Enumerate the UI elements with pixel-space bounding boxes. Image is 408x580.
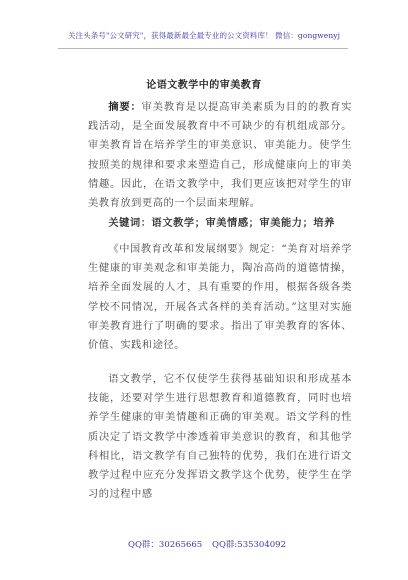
body-paragraph-1: 《中国教育改革和发展纲要》规定：“美育对培养学生健康的审美观念和审美能力，陶冶高尚的道德情操，培养全面发展的人才，具有重要的作用，根据各级各类学校不同情况，开展各式各样的美育活动。”这里对实施审美教育进行了明确的要求。指出了审美教育的客体、价值、实践和途径。 (88, 244, 352, 352)
document-title: 论语文教学中的审美教育 (146, 80, 262, 91)
abstract-label: 摘要： (108, 101, 142, 113)
abstract-paragraph (88, 98, 352, 213)
footer-qq-group-right: QQ群:535304092 (212, 540, 286, 550)
keywords-line: 关键词：语文教学；审美情感；审美能力；培养 (108, 217, 335, 229)
header-divider (58, 48, 348, 49)
abstract-text: 审美教育是以提高审美素质为目的的教育实践活动，是全面发展教育中不可缺少的有机组成部分。审美教育旨在培养学生的审美意识、审美能力。使学生按照美的规律和要求来塑造自己，形成健康向上的审美情趣。因此，在语文教学中，我们更应该把对学生的审美教育放到更高的一个层面来理解。 (88, 102, 352, 210)
body-paragraph-2: 语文教学，它不仅使学生获得基础知识和形成基本技能，还要对学生进行思想教育和道德教育，同时也培养学生健康的审美情趣和正确的审美观。语文学科的性质决定了语文教学中渗透着审美意识的教育，和其他学科相比，语文教学有自己独特的优势，我们在进行语文教学过程中应充分发挥语文教学这个优势，使学生在学习的过程中感 (88, 374, 352, 501)
header-promo-note: 关注头条号"公文研究"，获得最新最全最专业的公文资料库！ 微信：gongwenyj (67, 31, 341, 40)
footer-qq-group-left: QQ群：30265665 (128, 540, 203, 550)
